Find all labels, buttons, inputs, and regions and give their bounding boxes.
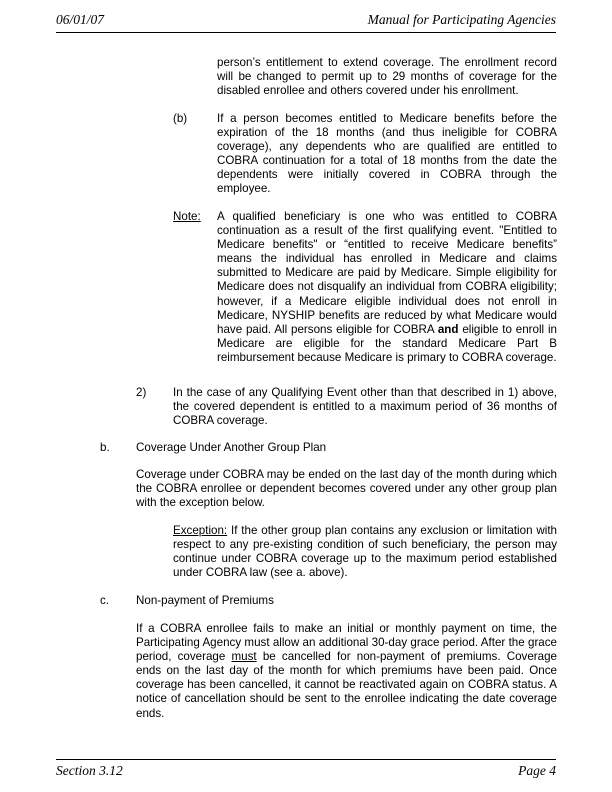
section-c-text bbox=[136, 622, 557, 721]
footer-page-number: Page 4 bbox=[518, 763, 556, 778]
must-underlined: must bbox=[231, 650, 257, 664]
note-text-part-2: eligible to enroll in Medicare are eligible for the standard Medicare Part B reimbursement because Medicare is primary to COBRA coverage. bbox=[217, 322, 557, 364]
note-label: Note: bbox=[173, 210, 201, 223]
header-date: 06/01/07 bbox=[56, 12, 105, 27]
exception-paragraph bbox=[173, 524, 557, 580]
footer-section: Section 3.12 bbox=[56, 763, 123, 778]
page-header bbox=[56, 12, 556, 33]
section-c-heading: Non-payment of Premiums bbox=[136, 594, 274, 607]
exception-label: Exception: bbox=[173, 524, 228, 537]
section-b-label: b. bbox=[100, 441, 110, 454]
exception-text: If the other group plan contains any exclusion or limitation with respect to any pre-existing condition of such beneficiary, the person may continue under COBRA coverage up to the maximum period established under COBRA law (see a. above). bbox=[173, 524, 557, 580]
item-b-label: (b) bbox=[173, 112, 188, 125]
section-c-text-part-2: be cancelled for non-payment of premiums. Coverage ends on the last day of the month for which premiums have been paid. Once coverage has been cancelled, it cannot be reactivated again on COBRA status. A notice of cancellation should be sent to the enrollee indicating the date coverage ends. bbox=[136, 650, 557, 720]
header-title: Manual for Participating Agencies bbox=[367, 12, 556, 27]
note-bold-and: and bbox=[437, 322, 459, 336]
note-text bbox=[217, 210, 557, 365]
section-c-text-part-1: If a COBRA enrollee fails to make an initial or monthly payment on time, the Participating Agency must allow an additional 30-day grace period. After the grace period, coverage bbox=[136, 622, 557, 664]
section-b-heading: Coverage Under Another Group Plan bbox=[136, 441, 327, 454]
section-b-text: Coverage under COBRA may be ended on the last day of the month during which the COBRA enrollee or dependent becomes covered under any other group plan with the exception below. bbox=[136, 468, 557, 510]
page-footer bbox=[56, 759, 556, 781]
item-2-text: In the case of any Qualifying Event other than that described in 1) above, the covered dependent is entitled to a maximum period of 36 months of COBRA coverage. bbox=[173, 386, 557, 428]
continued-paragraph: person’s entitlement to extend coverage. The enrollment record will be changed to permit up to 29 months of coverage for the disabled enrollee and others covered under his enrollment. bbox=[217, 56, 557, 98]
note-text-part-1: A qualified beneficiary is one who was entitled to COBRA continuation as a result of the first qualifying event. "Entitled to Medicare benefits" or “entitled to receive Medicare benefits” means the individual has enrolled in Medicare and claims submitted to Medicare are paid by Medicare. Simple eligibility for Medicare does not disqualify an individual from COBRA eligibility; however, if a Medicare eligible individual does not enroll in Medicare, NYSHIP benefits are reduced by what Medicare would have paid. All persons eligible for COBRA bbox=[217, 210, 557, 336]
item-b-text: If a person becomes entitled to Medicare benefits before the expiration of the 18 months (and thus ineligible for COBRA coverage), any dependents who are qualified are entitled to COBRA continuation for a total of 18 months from the date the dependents were initially covered in COBRA through the employee. bbox=[217, 112, 557, 196]
item-2-label: 2) bbox=[136, 386, 147, 399]
section-c-label: c. bbox=[100, 594, 110, 607]
